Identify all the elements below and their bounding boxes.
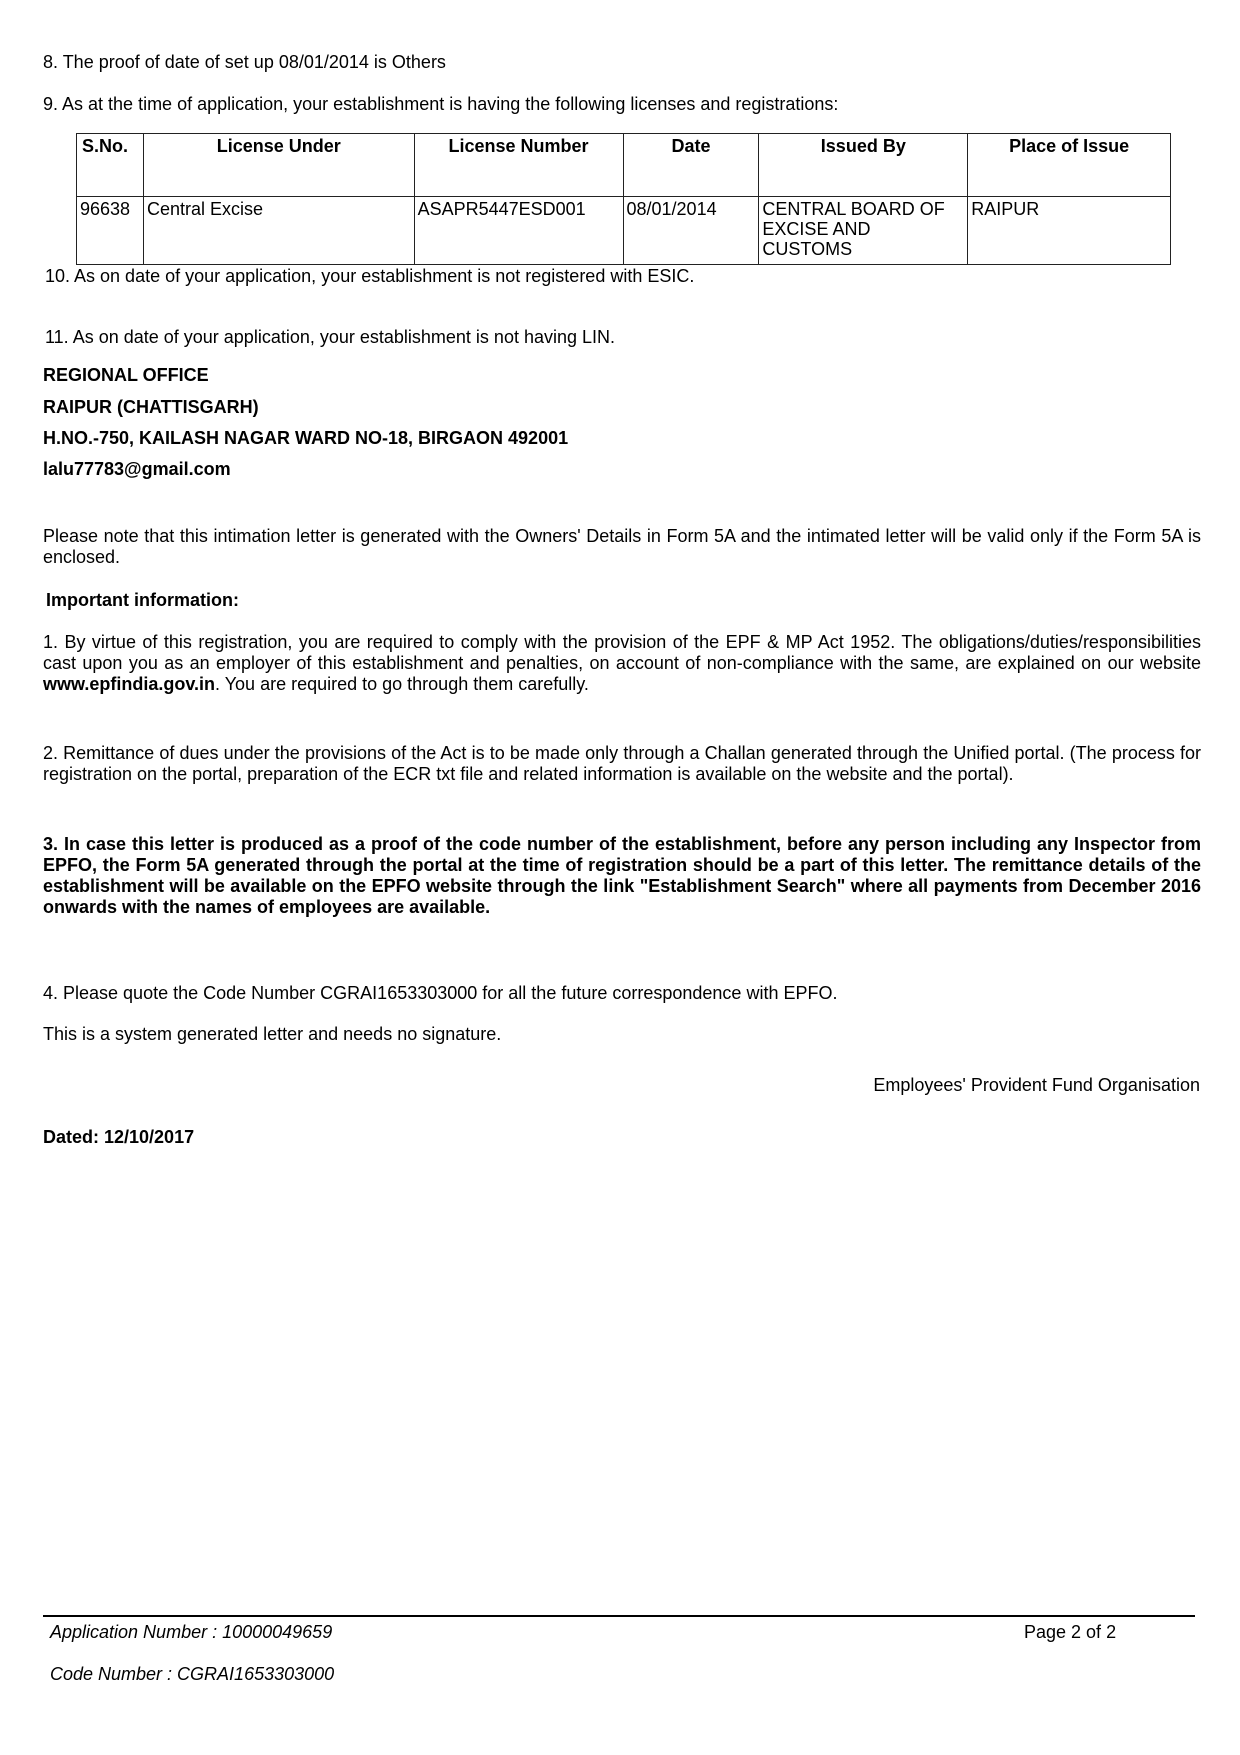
- cell-issued-by: CENTRAL BOARD OF EXCISE AND CUSTOMS: [759, 197, 968, 265]
- office-city: RAIPUR (CHATTISGARH): [43, 397, 259, 417]
- header-issued-by: Issued By: [759, 134, 968, 197]
- header-license-under: License Under: [143, 134, 414, 197]
- item-9-text: 9. As at the time of application, your establishment is having the following licenses and registrations:: [43, 94, 839, 114]
- table-row: [77, 197, 1171, 265]
- cell-license-number: ASAPR5447ESD001: [414, 197, 623, 265]
- item-8-text: 8. The proof of date of set up 08/01/2014 is Others: [43, 52, 446, 72]
- footer-divider: [43, 1615, 1195, 1617]
- system-generated-note: This is a system generated letter and needs no signature.: [43, 1024, 502, 1044]
- header-license-number: License Number: [414, 134, 623, 197]
- footer-page-number: Page 2 of 2: [1024, 1622, 1117, 1642]
- cell-sno: 96638: [77, 197, 144, 265]
- license-table: [76, 133, 1171, 265]
- office-address: H.NO.-750, KAILASH NAGAR WARD NO-18, BIRGAON 492001: [43, 428, 569, 448]
- form5a-note: Please note that this intimation letter is generated with the Owners' Details in Form 5A and the intimated letter will be valid only if the Form 5A is enclosed.: [43, 526, 1201, 567]
- office-email: lalu77783@gmail.com: [43, 459, 231, 479]
- important-point-3: 3. In case this letter is produced as a proof of the code number of the establishment, before any person including any Inspector from EPFO, the Form 5A generated through the portal at the time of registration should be a part of this letter. The remittance details of the establishment will be available on the EPFO website through the link "Establishment Search" where all payments from December 2016 onwards with the names of employees are available.: [43, 834, 1201, 917]
- office-title: REGIONAL OFFICE: [43, 365, 209, 385]
- epf-website-link[interactable]: www.epfindia.gov.in: [43, 674, 216, 694]
- item-10-text: 10. As on date of your application, your establishment is not registered with ESIC.: [45, 266, 695, 286]
- footer-application-number: Application Number : 10000049659: [50, 1622, 333, 1642]
- cell-place-of-issue: RAIPUR: [968, 197, 1171, 265]
- license-table-header-row: [77, 134, 1171, 197]
- important-heading: Important information:: [46, 590, 239, 610]
- footer-code-number: Code Number : CGRAI1653303000: [50, 1664, 335, 1684]
- important-point-4: 4. Please quote the Code Number CGRAI1653303000 for all the future correspondence with EPFO.: [43, 983, 838, 1003]
- cell-license-under: Central Excise: [143, 197, 414, 265]
- item-11-text: 11. As on date of your application, your establishment is not having LIN.: [45, 327, 616, 347]
- signature-organisation: Employees' Provident Fund Organisation: [873, 1075, 1200, 1095]
- dated-label: Dated: 12/10/2017: [43, 1127, 195, 1147]
- header-date: Date: [623, 134, 759, 197]
- important-point-2: 2. Remittance of dues under the provisions of the Act is to be made only through a Challan generated through the Unified portal. (The process for registration on the portal, preparation of the ECR txt file and related information is available on the website and the portal).: [43, 743, 1201, 784]
- point-1-text-b: . You are required to go through them carefully.: [215, 674, 589, 694]
- point-1-text-a: 1. By virtue of this registration, you are required to comply with the provision of the EPF & MP Act 1952. The obligations/duties/responsibilities cast upon you as an employer of this establishment and penalties, on account of non-compliance with the same, are explained on our website: [43, 632, 1201, 673]
- header-sno: S.No.: [77, 134, 144, 197]
- important-point-1: [43, 632, 1201, 695]
- header-place-of-issue: Place of Issue: [968, 134, 1171, 197]
- cell-date: 08/01/2014: [623, 197, 759, 265]
